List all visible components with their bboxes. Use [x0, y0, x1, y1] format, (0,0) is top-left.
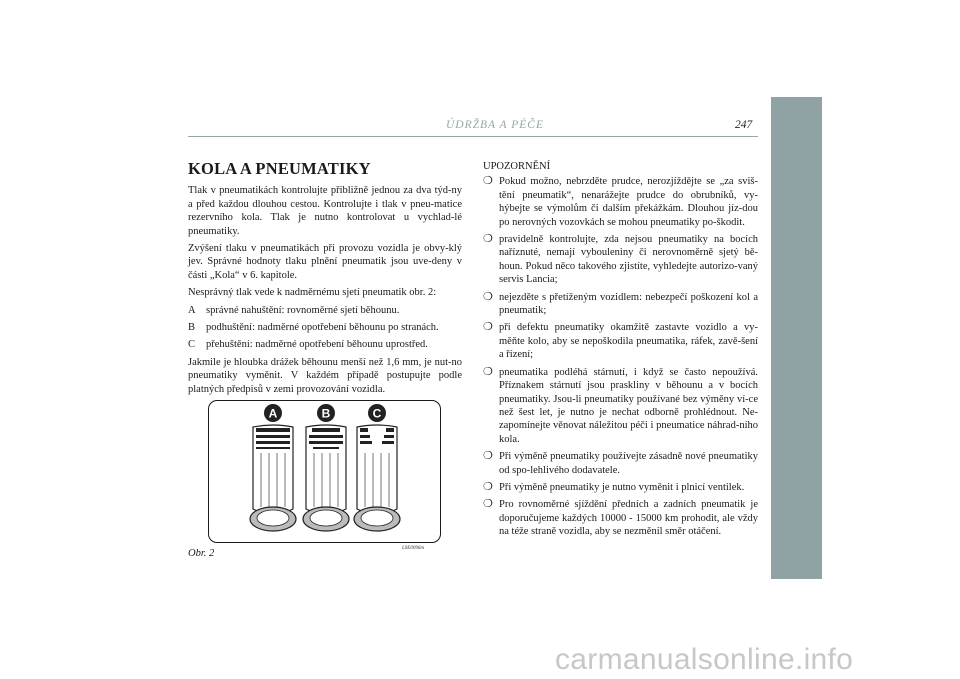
list-item-label: B — [188, 322, 196, 334]
warning-text: Při výměně pneumatiky používejte zásadně nové pneumatiky od spo-lehlivého dodavatele. — [499, 451, 758, 476]
warning-item — [483, 498, 758, 538]
list-item-text: přehuštění: nadměrné opotřebení běhounu uprostřed. — [206, 339, 428, 351]
right-column — [483, 160, 758, 543]
bullet-marker: ❍ — [483, 480, 493, 493]
warning-item — [483, 450, 758, 477]
bullet-marker: ❍ — [483, 175, 493, 188]
bullet-marker: ❍ — [483, 290, 493, 303]
left-column — [188, 159, 462, 400]
bullet-marker: ❍ — [483, 498, 493, 511]
tire-wear-figure — [208, 400, 441, 543]
bullet-marker: ❍ — [483, 450, 493, 463]
tire-a — [250, 404, 296, 531]
page-heading: KOLA A PNEUMATIKY — [188, 159, 371, 178]
bullet-marker: ❍ — [483, 365, 493, 378]
tire-wear-illustration — [209, 401, 439, 541]
paragraph-pressure-check: Tlak v pneumatikách kontrolujte přibližně jednou za dva týd-ny a před každou dlouhou cestou. Kontrolujte i tlak v pneu-matice rezervního kola. Tlak je nutno kontrolovat u vychlad-lé pneumatiky. — [188, 185, 462, 237]
warning-text: při defektu pneumatiky okamžitě zastavte vozidlo a vy-měňte kolo, aby se nepoškodila pneumatika, ráfek, zavě-šení a řízení; — [499, 322, 758, 361]
paragraph-tread-depth: Jakmile je hloubka drážek běhounu menší než 1,6 mm, je nut-no pneumatiky vyměnit. V každém případě postupujte podle platných předpisů v zemi provozování vozidla. — [188, 356, 462, 395]
warning-text: nejezděte s přetíženým vozidlem: nebezpečí poškození kol a pneumatik; — [499, 291, 758, 317]
warning-item — [483, 366, 758, 446]
tire-label-c: C — [372, 406, 382, 421]
tire-label-a: A — [268, 406, 278, 421]
page-number: 247 — [735, 119, 753, 131]
bullet-marker: ❍ — [483, 321, 493, 334]
paragraph-wrong-pressure: Nesprávný tlak vede k nadměrnému sjetí pneumatik obr. 2: — [188, 287, 437, 299]
list-item — [188, 338, 462, 351]
warning-item — [483, 321, 758, 361]
header-rule — [188, 136, 758, 137]
warning-text: Pokud možno, nebrzděte prudce, nerozjíždějte se „za sviš-tění pneumatik“, nenarážejte prudce do obrubníků, vy-hýbejte se výmolům či dalším překážkám. Dlouhou jíz-dou po nerovných vozovkách se mohou pneumatiky po-škodit. — [499, 176, 758, 228]
section-title: ÚDRŽBA A PÉČE — [446, 119, 544, 131]
warning-item — [483, 175, 758, 229]
paragraph-pressure-increase: Zvýšení tlaku v pneumatikách při provozu vozidla je obvy-klý jev. Správné hodnoty tlaku plnění pneumatik jsou uve-deny v části „Kola“ v 6. kapitole. — [188, 243, 462, 281]
watermark: carmanualsonline.info — [555, 643, 854, 676]
warning-title: UPOZORNĚNÍ — [483, 161, 551, 172]
figure-code: L0E0096m — [402, 546, 424, 551]
warning-text: Při výměně pneumatiky je nutno vyměnit i plnicí ventilek. — [499, 481, 745, 493]
list-item-label: C — [188, 339, 196, 351]
bullet-marker: ❍ — [483, 233, 493, 246]
warning-item — [483, 233, 758, 287]
tire-b — [303, 404, 349, 531]
list-item-label: A — [188, 304, 196, 316]
list-item — [188, 321, 462, 334]
list-item-text: správné nahuštění: rovnoměrné sjetí běhounu. — [206, 304, 400, 316]
list-item-text: podhuštění: nadměrné opotřebení běhounu po stranách. — [206, 322, 439, 334]
figure-caption: Obr. 2 — [188, 548, 215, 559]
chapter-side-tab — [771, 97, 822, 579]
warning-text: pneumatika podléhá stárnutí, i když se často nepoužívá. Příznakem stárnutí jsou praskliny v běhounu a v bocích pneumatiky. Jsou-li pneumatiky používané bez výměny ví-ce než šest let, je nutno je nechat odborně prohlédnout. Ne-zapomínejte věnovat náležitou péči i pneumatice náhrad-ního kola. — [499, 366, 758, 445]
warning-item — [483, 291, 758, 318]
tire-c — [354, 404, 400, 531]
list-item — [188, 304, 462, 317]
tire-label-b: B — [321, 406, 331, 421]
warning-text: pravidelně kontrolujte, zda nejsou pneumatiky na bocích naříznuté, nemají vybouleniny či nerovnoměrně sjetý bě-houn. Pokud něco takového zjistíte, vyhledejte autorizo-vaný servis Lancia; — [499, 234, 758, 286]
warning-item — [483, 481, 758, 494]
warning-text: Pro rovnoměrné sjíždění předních a zadních pneumatik je doporučujeme každých 10000 - 15000 km prohodit, ale vždy na téže straně vozidla, aby se nezměnil směr otáčení. — [499, 499, 758, 538]
